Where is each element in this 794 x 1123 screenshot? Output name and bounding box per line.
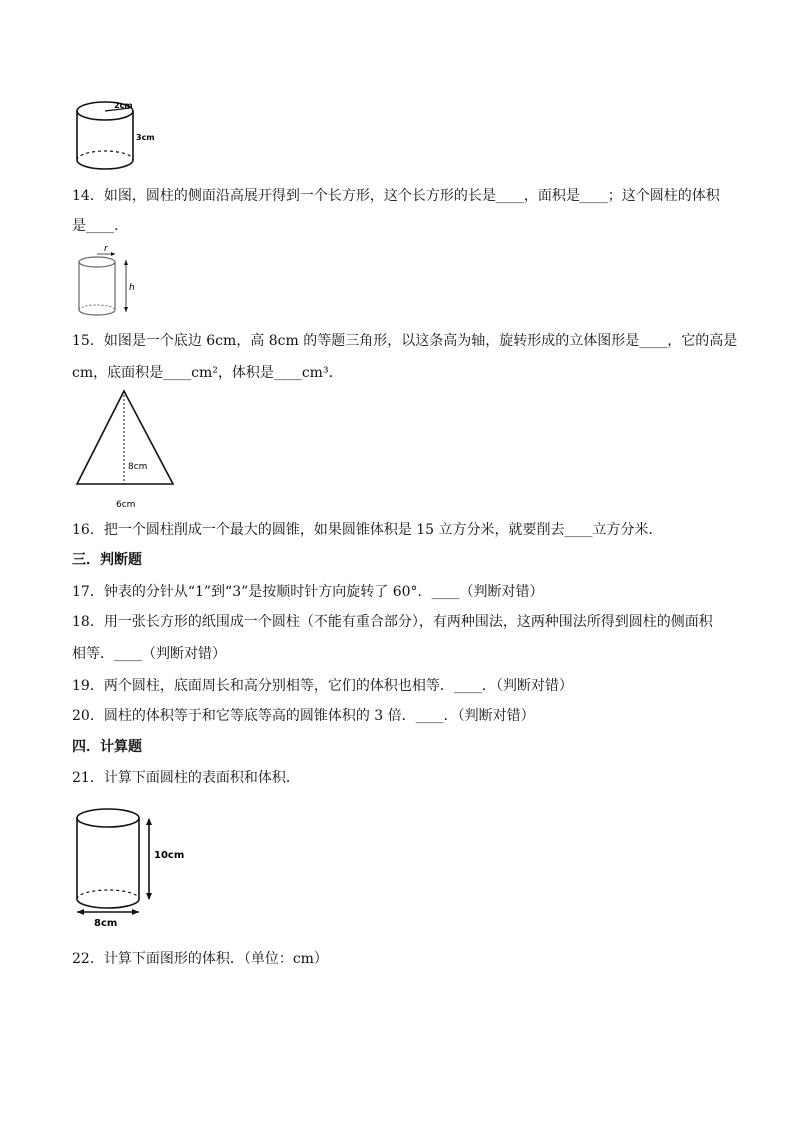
question-19: 19．两个圆柱，底面周长和高分别相等，它们的体积也相等．____．（判断对错）	[72, 678, 573, 694]
section-3-heading: 三．判断题	[72, 552, 142, 568]
question-17: 17．钟表的分针从“1”到“3”是按顺时针方向旋转了 60°．____（判断对错）	[72, 584, 544, 600]
question-14-line-1: 14．如图，圆柱的侧面沿高展开得到一个长方形，这个长方形的长是____，面积是____；这个圆柱的体积	[72, 188, 720, 204]
question-22: 22．计算下面图形的体积．（单位：cm）	[72, 951, 328, 967]
triangle-base-label: 6cm	[116, 500, 136, 510]
question-15-line-2: cm，底面积是____cm²，体积是____cm³．	[72, 365, 343, 381]
question-18-line-2: 相等．____（判断对错）	[72, 646, 226, 662]
question-16: 16．把一个圆柱削成一个最大的圆锥，如果圆锥体积是 15 立方分米，就要削去____立方分米．	[72, 522, 663, 538]
height-label: 3cm	[136, 133, 155, 142]
cylinder-base-label: 8cm	[94, 918, 118, 929]
h-label: h	[129, 283, 135, 293]
question-14-line-2: 是____.	[72, 218, 119, 234]
radius-label: 2cm	[114, 101, 133, 110]
triangle-figure	[72, 386, 186, 514]
question-18-line-1: 18．用一张长方形的纸围成一个圆柱（不能有重合部分），有两种围法，这两种围法所得到圆柱的侧面积	[72, 614, 713, 630]
question-20: 20．圆柱的体积等于和它等底等高的圆锥体积的 3 倍．____．（判断对错）	[72, 708, 535, 724]
cylinder-figure-top	[74, 98, 164, 174]
cylinder-height-label: 10cm	[154, 850, 185, 861]
question-21: 21．计算下面圆柱的表面积和体积．	[72, 770, 300, 786]
r-label: r	[104, 244, 108, 254]
cylinder-figure-10cm	[74, 802, 194, 930]
cylinder-figure-r-h	[74, 242, 144, 318]
question-15-line-1: 15．如图是一个底边 6cm，高 8cm 的等题三角形，以这条高为轴，旋转形成的立体图形是____，它的高是	[72, 333, 738, 349]
triangle-height-label: 8cm	[128, 462, 148, 472]
section-4-heading: 四．计算题	[72, 739, 142, 755]
